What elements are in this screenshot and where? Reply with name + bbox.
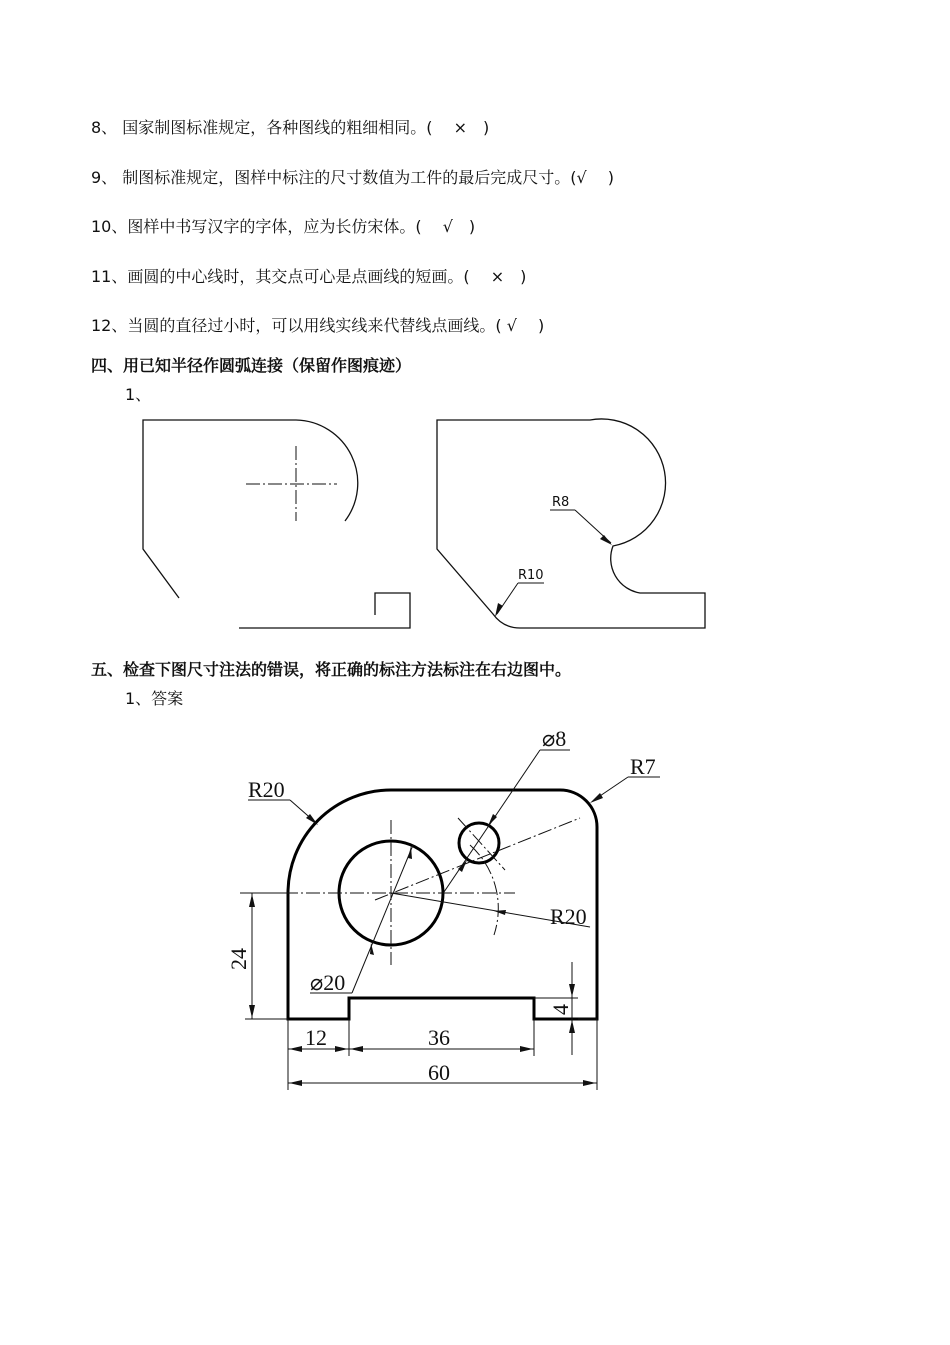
section-5-item: 1、答案: [125, 689, 184, 708]
question-9: 9、 制图标准规定，图样中标注的尺寸数值为工件的最后完成尺寸。(√ ): [91, 168, 615, 187]
r20-top-leader: [248, 800, 318, 825]
dim-24-label: 24: [226, 948, 251, 970]
question-11: 11、画圆的中心线时，其交点可心是点画线的短画。( × ): [91, 267, 527, 286]
dim-60-label: 60: [428, 1060, 450, 1085]
dim-12-label: 12: [305, 1025, 327, 1050]
phi20-label: ⌀20: [310, 970, 346, 995]
r20-top-label: R20: [248, 777, 285, 802]
phi8-label: ⌀8: [542, 726, 567, 751]
r20-right-label: R20: [550, 904, 587, 929]
question-12: 12、当圆的直径过小时，可以用线实线来代替线点画线。( √ ): [91, 316, 545, 335]
section-4-item: 1、: [125, 385, 152, 404]
r7-label: R7: [630, 754, 656, 779]
question-8: 8、 国家制图标准规定，各种图线的粗细相同。( × ): [91, 118, 490, 137]
r7-leader: [590, 777, 660, 803]
section-5-heading: 五、检查下图尺寸注法的错误，将正确的标注方法标注在右边图中。: [91, 660, 572, 679]
phi8-leader: [444, 750, 570, 892]
dim-24: [245, 893, 288, 1019]
section-4-heading: 四、用已知半径作圆弧连接（保留作图痕迹）: [91, 356, 412, 375]
r10-label: R10: [518, 568, 544, 583]
r8-label: R8: [552, 495, 570, 510]
dim-4-label: 4: [548, 1004, 573, 1015]
question-10: 10、图样中书写汉字的字体，应为长仿宋体。( √ ): [91, 217, 476, 236]
dim-36-label: 36: [428, 1025, 450, 1050]
